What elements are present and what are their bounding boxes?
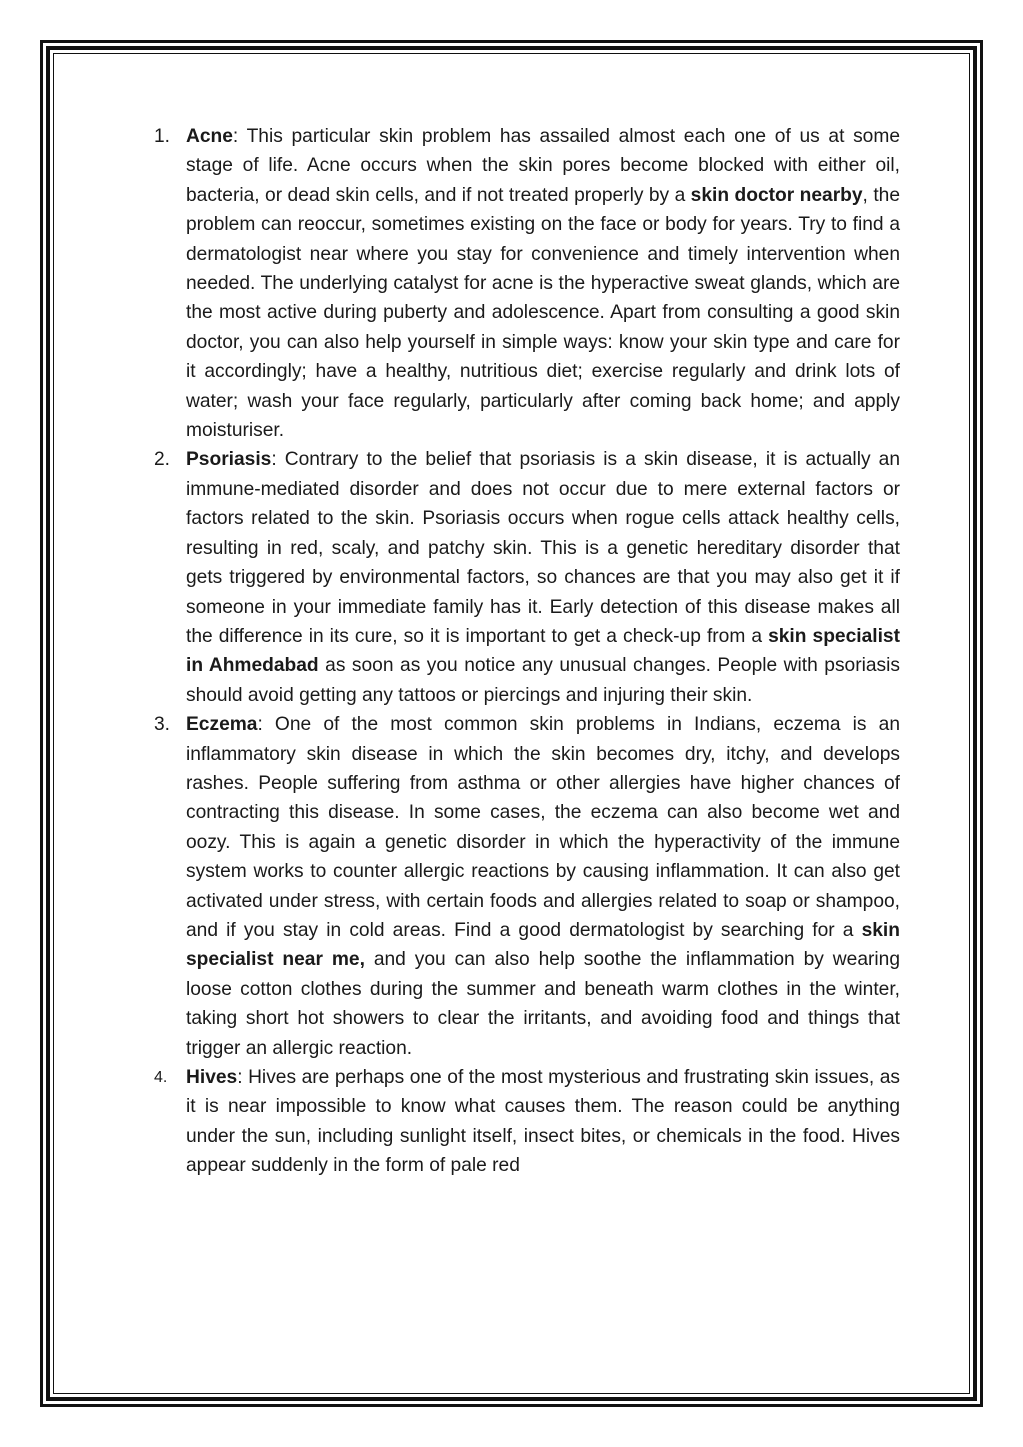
- keyword-skin-specialist-near-me: skin specialist near me,: [186, 919, 900, 971]
- list-number: 4.: [154, 1069, 168, 1086]
- item-text: : Hives are perhaps one of the most mysterious and frustrating skin issues, as it is near impossible to know what causes them. The reason could be anything under the sun, including sunlight itself, insect bites, or chemicals in the food. Hives appear suddenly in the form of pale red: [186, 1067, 900, 1177]
- item-title-psoriasis: Psoriasis: [186, 449, 272, 471]
- document-body: [150, 122, 900, 1181]
- list-item-hives: [150, 1063, 900, 1181]
- list-number: 1.: [154, 126, 171, 147]
- item-text: : This particular skin problem has assailed almost each one of us at some stage of life. Acne occurs when the skin pores become blocked with either oil, bacteria, or dead skin cells, and if not treated properly by a: [186, 126, 900, 206]
- keyword-skin-doctor-nearby: skin doctor nearby: [690, 184, 863, 206]
- item-text: as soon as you notice any unusual changes. People with psoriasis should avoid getting any tattoos or piercings and injuring their skin.: [186, 655, 901, 706]
- skin-problems-list: [150, 122, 900, 1181]
- list-item-psoriasis: [150, 445, 900, 710]
- list-number: 3.: [154, 714, 171, 736]
- item-text: : Contrary to the belief that psoriasis is a skin disease, it is actually an immune-mediated disorder and does not occur due to mere external factors or factors related to the skin. Psoriasis occurs when rogue cells attack healthy cells, resulting in red, scaly, and patchy skin. This is a genetic hereditary disorder that gets triggered by environmental factors, so chances are that you may also get it if someone in your immediate family has it. Early detection of this disease makes all the difference in its cure, so it is important to get a check-up from a: [186, 449, 900, 647]
- item-text: and you can also help soothe the inflammation by wearing loose cotton clothes during the summer and beneath warm clothes in the winter, taking short hot showers to clear the irritants, and avoiding food and things that trigger an allergic reaction.: [186, 949, 901, 1059]
- keyword-skin-specialist-ahmedabad: skin specialist in Ahmedabad: [186, 625, 900, 677]
- item-text: : One of the most common skin problems in Indians, eczema is an inflammatory skin disease in which the skin becomes dry, itchy, and develops rashes. People suffering from asthma or other allergies have higher chances of contracting this disease. In some cases, the eczema can also become wet and oozy. This is again a genetic disorder in which the hyperactivity of the immune system works to counter allergic reactions by causing inflammation. It can also get activated under stress, with certain foods and allergies related to soap or shampoo, and if you stay in cold areas. Find a good dermatologist by searching for a: [186, 714, 900, 941]
- item-title-hives: Hives: [186, 1067, 238, 1088]
- list-item-acne: [150, 122, 900, 445]
- item-title-eczema: Eczema: [186, 714, 258, 736]
- item-title-acne: Acne: [186, 126, 233, 147]
- list-item-eczema: [150, 710, 900, 1063]
- item-text: , the problem can reoccur, sometimes existing on the face or body for years. Try to find a dermatologist near where you stay for convenience and timely intervention when needed. The underlying catalyst for acne is the hyperactive sweat glands, which are the most active during puberty and adolescence. Apart from consulting a good skin doctor, you can also help yourself in simple ways: know your skin type and care for it accordingly; have a healthy, nutritious diet; exercise regularly and drink lots of water; wash your face regularly, particularly after coming back home; and apply moisturiser.: [186, 184, 900, 442]
- list-number: 2.: [154, 449, 171, 471]
